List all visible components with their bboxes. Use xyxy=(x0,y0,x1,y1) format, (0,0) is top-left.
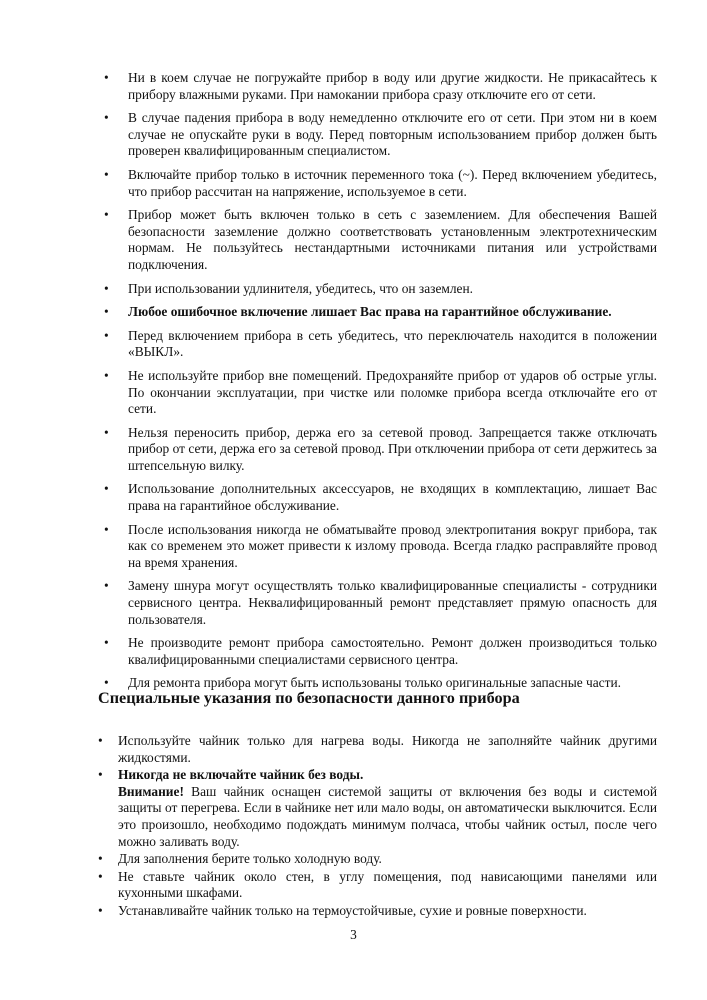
list-item xyxy=(98,635,657,668)
list-item xyxy=(98,578,657,628)
list-item-text: При использовании удлинителя, убедитесь, что он заземлен. xyxy=(128,280,473,296)
list-item xyxy=(98,733,657,766)
list-item xyxy=(98,207,657,273)
list-item xyxy=(98,110,657,160)
list-item xyxy=(98,368,657,418)
bullet-icon: • xyxy=(98,733,103,748)
list-item-text: Перед включением прибора в сеть убедитесь, что переключатель находится в положении «ВЫКЛ». xyxy=(128,327,657,360)
bullet-icon: • xyxy=(104,207,109,223)
list-item-text: Для заполнения берите только холодную воду. xyxy=(118,851,382,867)
list-item-text: Не используйте прибор вне помещений. Предохраняйте прибор от ударов об острые углы. По окончании эксплуатации, при чистке или поломке прибора всегда отключайте его от сети. xyxy=(128,367,657,417)
list-item-text: Любое ошибочное включение лишает Вас права на гарантийное обслуживание. xyxy=(128,304,612,320)
attention-label: Внимание! xyxy=(118,783,184,799)
list-item-text: Нельзя переносить прибор, держа его за сетевой провод. Запрещается также отключать прибор от сети, держа его за сетевой провод. При отключении прибора от сети держитесь за штепсельную вилку. xyxy=(128,424,657,473)
bullet-icon: • xyxy=(98,851,103,867)
list-item-text: Не производите ремонт прибора самостоятельно. Ремонт должен производиться только квалифицированными специалистами сервисного центра. xyxy=(128,635,657,667)
list-item xyxy=(98,70,657,103)
bullet-icon: • xyxy=(98,902,103,918)
bullet-icon: • xyxy=(104,367,109,383)
bullet-icon: • xyxy=(104,675,109,691)
list-item xyxy=(98,167,657,200)
list-item-text: Не ставьте чайник около стен, в углу помещения, под нависающими панелями или кухонными шкафами. xyxy=(118,868,657,901)
bullet-icon: • xyxy=(104,481,109,497)
bullet-icon: • xyxy=(104,327,109,343)
bullet-icon: • xyxy=(104,424,109,440)
bullet-icon: • xyxy=(98,868,103,884)
list-item-text: Замену шнура могут осуществлять только квалифицированные специалисты - сотрудники сервисного центра. Неквалифицированный ремонт представляет прямую опасность для пользователя. xyxy=(128,578,657,627)
list-item xyxy=(98,328,657,361)
list-item xyxy=(98,425,657,475)
list-item-text: Для ремонта прибора могут быть использованы только оригинальные запасные части. xyxy=(128,675,621,691)
bullet-icon: • xyxy=(104,70,109,85)
bullet-icon: • xyxy=(104,521,109,537)
list-item-text: Ни в коем случае не погружайте прибор в воду или другие жидкости. Не прикасайтесь к прибору влажными руками. При намокании прибора сразу отключите его от сети. xyxy=(128,70,657,102)
special-safety-list xyxy=(98,733,657,921)
bullet-icon: • xyxy=(98,767,103,783)
bullet-icon: • xyxy=(104,110,109,126)
list-item xyxy=(98,903,657,920)
bullet-icon: • xyxy=(104,166,109,182)
list-item xyxy=(98,281,657,298)
list-item-text: Используйте чайник только для нагрева воды. Никогда не заполняйте чайник другими жидкостями. xyxy=(118,733,657,765)
list-item-text: Устанавливайте чайник только на термоустойчивые, сухие и ровные поверхности. xyxy=(118,902,587,918)
list-item xyxy=(98,869,657,902)
list-item-text: Включайте прибор только в источник переменного тока (~). Перед включением убедитесь, что прибор рассчитан на напряжение, используемое в сети. xyxy=(128,166,657,199)
page-number: 3 xyxy=(350,927,357,942)
list-item-text: Прибор может быть включен только в сеть с заземлением. Для обеспечения Вашей безопасности заземление должно соответствовать установленным электротехническим нормам. Не пользуйтесь нестандартными источниками питания или устройствами подключения. xyxy=(128,207,657,272)
list-item xyxy=(98,304,657,321)
bullet-icon: • xyxy=(104,578,109,594)
list-item xyxy=(98,522,657,572)
list-item-text: В случае падения прибора в воду немедленно отключите его от сети. При этом ни в коем случае не опускайте руки в воду. Перед повторным использованием прибор должен быть проверен квалифицированным специалистом. xyxy=(128,110,657,159)
attention-text: Ваш чайник оснащен системой защиты от включения без воды и системой защиты от перегрева. Если в чайнике нет или мало воды, он автоматически выключится. Если это произошло, необходимо подождать минимум полчаса, чтобы чайник остыл, после чего можно заливать воду. xyxy=(118,783,657,849)
bullet-icon: • xyxy=(104,280,109,296)
special-instructions-heading: Специальные указания по безопасности данного прибора xyxy=(98,689,520,707)
bullet-icon: • xyxy=(104,635,109,651)
list-item-text: После использования никогда не обматывайте провод электропитания вокруг прибора, так как со временем это может привести к излому провода. Всегда гладко расправляйте провод на время хранения. xyxy=(128,521,657,570)
list-item-text: Использование дополнительных аксессуаров, не входящих в комплектацию, лишает Вас права на гарантийное обслуживание. xyxy=(128,481,657,514)
general-safety-list xyxy=(98,70,657,699)
list-item xyxy=(98,767,657,850)
list-item xyxy=(98,481,657,514)
bullet-icon: • xyxy=(104,304,109,320)
warning-heading: Никогда не включайте чайник без воды. xyxy=(118,767,364,783)
list-item xyxy=(98,851,657,868)
